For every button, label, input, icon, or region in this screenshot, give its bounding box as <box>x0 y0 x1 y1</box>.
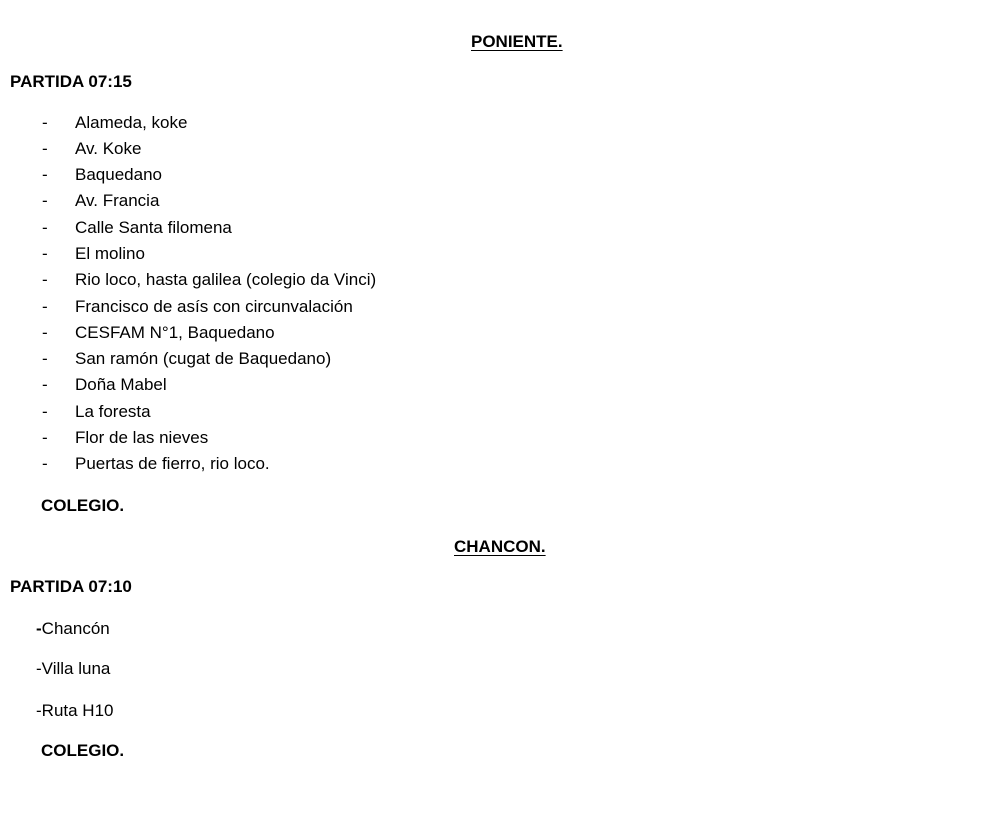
stop-name: Av. Francia <box>75 191 160 210</box>
bullet-dash: - <box>36 659 42 678</box>
section-title-poniente: PONIENTE. <box>471 32 563 51</box>
list-item <box>0 270 600 292</box>
bullet-dash: - <box>42 323 48 342</box>
bullet-dash: - <box>42 244 48 263</box>
stop-name: Ruta H10 <box>41 701 114 720</box>
stop-name: Baquedano <box>75 165 162 184</box>
list-item <box>0 191 600 213</box>
list-item <box>0 323 600 345</box>
destination-poniente: COLEGIO. <box>41 496 125 515</box>
list-item <box>36 659 110 679</box>
bullet-dash: - <box>42 165 48 184</box>
list-item <box>0 139 600 161</box>
stop-name: San ramón (cugat de Baquedano) <box>75 349 332 368</box>
stop-name: CESFAM N°1, Baquedano <box>75 323 275 342</box>
bullet-dash: - <box>42 218 48 237</box>
departure-time-poniente: PARTIDA 07:15 <box>10 72 132 91</box>
bullet-dash: - <box>36 619 42 638</box>
bullet-dash: - <box>42 191 48 210</box>
stop-name: Villa luna <box>41 659 111 678</box>
stop-name: El molino <box>75 244 145 263</box>
stop-name: Rio loco, hasta galilea (colegio da Vinci) <box>75 270 377 289</box>
stop-name: Alameda, koke <box>75 113 188 132</box>
list-item <box>36 701 114 721</box>
bullet-dash: - <box>42 297 48 316</box>
stop-name: Puertas de fierro, rio loco. <box>75 454 270 473</box>
list-item <box>0 165 600 187</box>
list-item <box>0 454 600 476</box>
list-item <box>0 218 600 240</box>
bullet-dash: - <box>42 428 48 447</box>
list-item <box>0 428 600 450</box>
bullet-dash: - <box>36 701 42 720</box>
list-item <box>0 113 600 135</box>
list-item <box>0 244 600 266</box>
stop-name: Av. Koke <box>75 139 142 158</box>
departure-time-chancon: PARTIDA 07:10 <box>10 577 132 596</box>
bullet-dash: - <box>42 375 48 394</box>
bullet-dash: - <box>42 402 48 421</box>
bullet-dash: - <box>42 139 48 158</box>
list-item <box>0 349 600 371</box>
stop-name: Flor de las nieves <box>75 428 209 447</box>
stop-name: Calle Santa filomena <box>75 218 232 237</box>
bullet-dash: - <box>42 454 48 473</box>
list-item <box>0 297 600 319</box>
bullet-dash: - <box>42 113 48 132</box>
list-item <box>0 375 600 397</box>
list-item <box>0 402 600 424</box>
stop-name: La foresta <box>75 402 151 421</box>
stop-name: Chancón <box>41 619 110 638</box>
section-title-chancon: CHANCON. <box>454 537 546 556</box>
stop-name: Francisco de asís con circunvalación <box>75 297 353 316</box>
bullet-dash: - <box>42 349 48 368</box>
list-item <box>36 619 110 639</box>
destination-chancon: COLEGIO. <box>41 741 125 760</box>
stop-name: Doña Mabel <box>75 375 167 394</box>
bullet-dash: - <box>42 270 48 289</box>
